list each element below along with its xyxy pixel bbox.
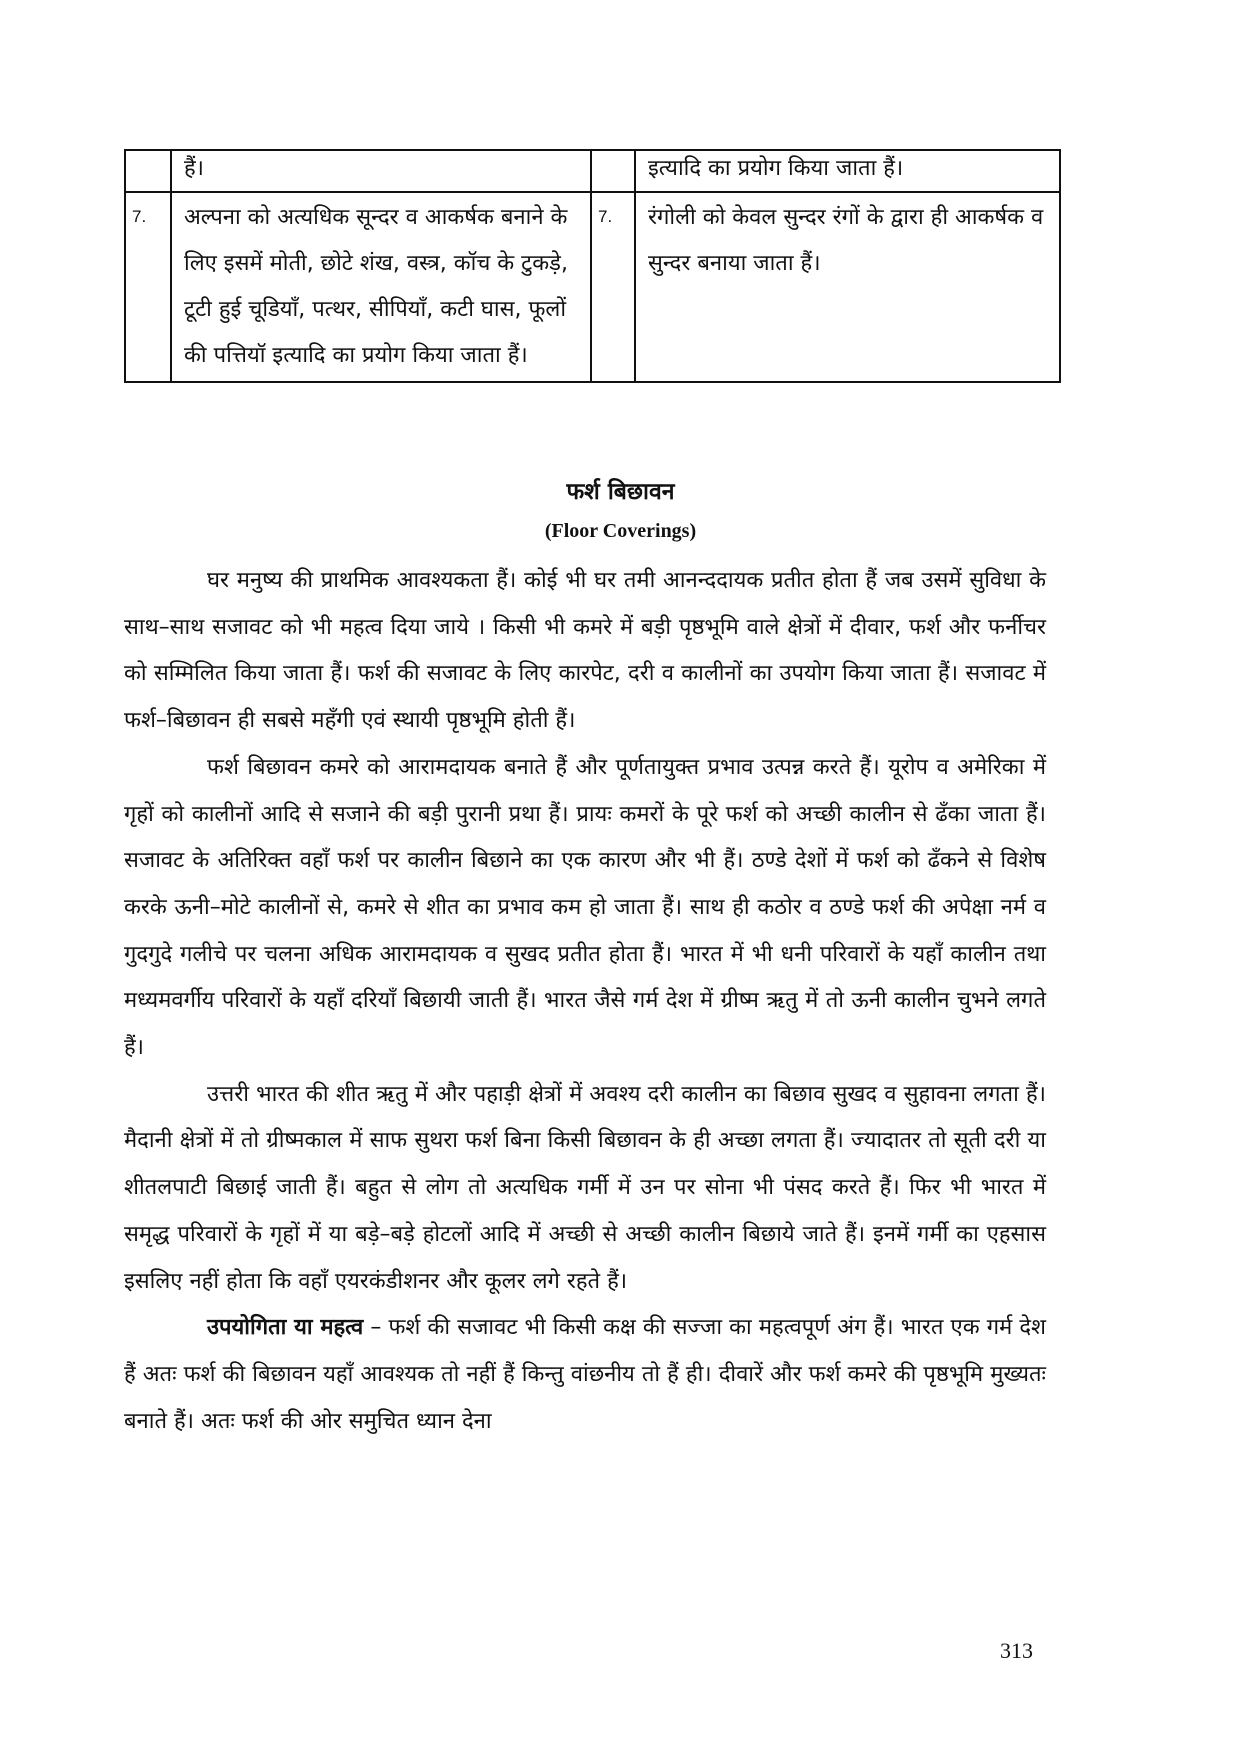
paragraph-lead: उपयोगिता या महत्व [207,1315,364,1341]
row-number-left [125,150,171,192]
table-row [125,150,1060,192]
body-text [124,558,1046,1445]
paragraph: उत्तरी भारत की शीत ऋतु में और पहाड़ी क्षेत्रों में अवश्य दरी कालीन का बिछाव सुखद व सुहावना लगता हैं। मैदानी क्षेत्रों में तो ग्रीष्मकाल में साफ सुथरा फर्श बिना किसी बिछावन के ही अच्छा लगता हैं। ज्यादातर तो सूती दरी या शीतलपाटी बिछाई जाती हैं। बहुत से लोग तो अत्यधिक गर्मी में उन पर सोना भी पंसद करते हैं। फिर भी भारत में समृद्ध परिवारों के गृहों में या बड़े–बड़े होटलों आदि में अच्छी से अच्छी कालीन बिछाये जाते हैं। इनमें गर्मी का एहसास इसलिए नहीं होता कि वहाँ एयरकंडीशनर और कूलर लगे रहते हैं। [124,1081,1046,1294]
row-number-left: 7. [125,192,171,382]
comparison-table [124,149,1061,383]
paragraph-text: – फर्श की सजावट भी किसी कक्ष की सज्जा का महत्वपूर्ण अंग हैं। भारत एक गर्म देश हैं अतः फर्श की बिछावन यहाँ आवश्यक तो नहीं हैं किन्तु वांछनीय तो हैं ही। दीवारें और फर्श कमरे की पृष्ठभूमि मुख्यतः बनाते हैं। अतः फर्श की ओर समुचित ध्यान देना [124,1315,1046,1434]
section-title: फर्श बिछावन [566,479,675,505]
row-number-right: 7. [591,192,635,382]
rangoli-cell: इत्यादि का प्रयोग किया जाता हैं। [635,150,1060,192]
paragraph: फर्श बिछावन कमरे को आरामदायक बनाते हैं और पूर्णतायुक्त प्रभाव उत्पन्न करते हैं। यूरोप व अमेरिका में गृहों को कालीनों आदि से सजाने की बड़ी पुरानी प्रथा हैं। प्रायः कमरों के पूरे फर्श को अच्छी कालीन से ढँका जाता हैं। सजावट के अतिरिक्त वहाँ फर्श पर कालीन बिछाने का एक कारण और भी हैं। ठण्डे देशों में फर्श को ढँकने से विशेष करके ऊनी–मोटे कालीनों से, कमरे से शीत का प्रभाव कम हो जाता हैं। साथ ही कठोर व ठण्डे फर्श की अपेक्षा नर्म व गुदगुदे गलीचे पर चलना अधिक आरामदायक व सुखद प्रतीत होता हैं। भारत में भी धनी परिवारों के यहाँ कालीन तथा मध्यमवर्गीय परिवारों के यहाँ दरियाँ बिछायी जाती हैं। भारत जैसे गर्म देश में ग्रीष्म ऋतु में तो ऊनी कालीन चुभने लगते हैं। [124,754,1046,1061]
paragraph: घर मनुष्य की प्राथमिक आवश्यकता हैं। कोई भी घर तमी आनन्ददायक प्रतीत होता हैं जब उसमें सुविधा के साथ–साथ सजावट को भी महत्व दिया जाये । किसी भी कमरे में बड़ी पृष्ठभूमि वाले क्षेत्रों में दीवार, फर्श और फर्नीचर को सम्मिलित किया जाता हैं। फर्श की सजावट के लिए कारपेट, दरी व कालीनों का उपयोग किया जाता हैं। सजावट में फर्श–बिछावन ही सबसे महँगी एवं स्थायी पृष्ठभूमि होती हैं। [124,568,1046,734]
paragraph-importance [124,1305,1046,1445]
alpana-cell: हैं। [171,150,591,192]
alpana-cell: अल्पना को अत्यधिक सून्दर व आकर्षक बनाने के लिए इसमें मोती, छोटे शंख, वस्त्र, कॉच के टुकड़े, टूटी हुई चूडियाँ, पत्थर, सीपियाँ, कटी घास, फूलों की पत्तियॉ इत्यादि का प्रयोग किया जाता हैं। [171,192,591,382]
page-number: 313 [1000,1638,1033,1663]
section-subtitle: (Floor Coverings) [544,520,697,542]
row-number-right [591,150,635,192]
table-row [125,192,1060,382]
rangoli-cell: रंगोली को केवल सुन्दर रंगों के द्वारा ही आकर्षक व सुन्दर बनाया जाता हैं। [635,192,1060,382]
